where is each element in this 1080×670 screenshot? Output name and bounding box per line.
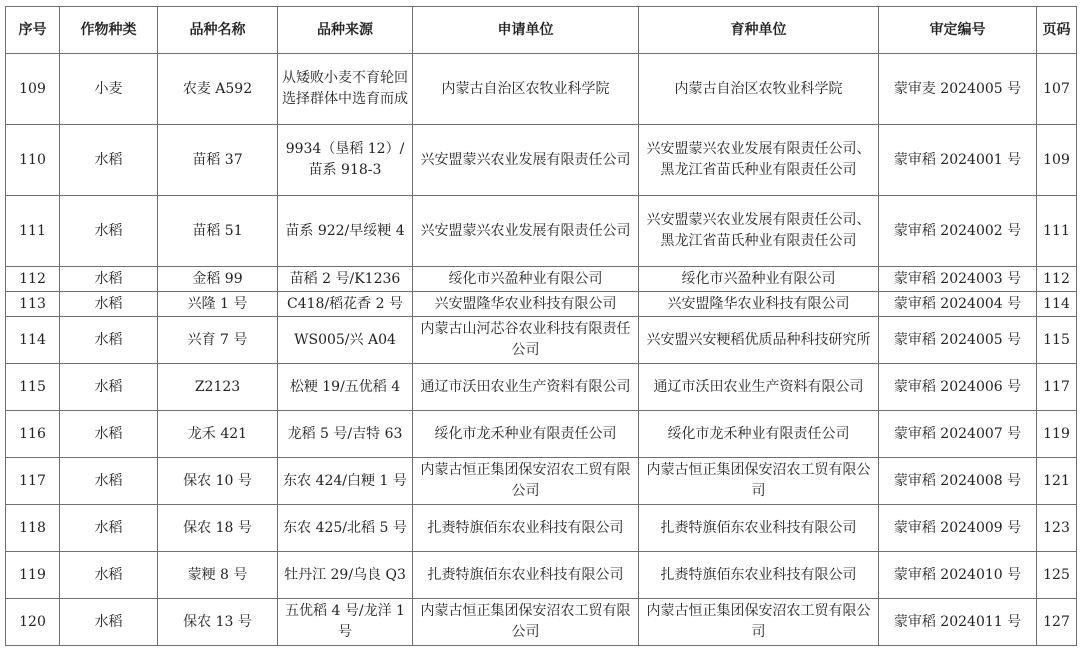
header-row (6, 7, 1077, 54)
cell-page: 112 (1037, 267, 1077, 292)
table-row (6, 599, 1077, 646)
cell-code: 蒙审稻 2024006 号 (879, 364, 1037, 411)
cell-breeder: 绥化市龙禾种业有限责任公司 (639, 411, 879, 458)
variety-approval-table-page (5, 6, 1076, 666)
cell-code: 蒙审稻 2024005 号 (879, 317, 1037, 364)
cell-no: 110 (6, 125, 60, 196)
cell-breeder: 内蒙古恒正集团保安沼农工贸有限公司 (639, 599, 879, 646)
header-breeder: 育种单位 (639, 7, 879, 54)
table-row (6, 411, 1077, 458)
table-row (6, 364, 1077, 411)
cell-applicant: 兴安盟隆华农业科技有限公司 (413, 292, 639, 317)
cell-code: 蒙审稻 2024009 号 (879, 505, 1037, 552)
cell-page: 121 (1037, 458, 1077, 505)
cell-variety: 农麦 A592 (158, 54, 278, 125)
cell-source: 牡丹江 29/乌良 Q3 (278, 552, 413, 599)
cell-applicant: 通辽市沃田农业生产资料有限公司 (413, 364, 639, 411)
cell-applicant: 绥化市龙禾种业有限责任公司 (413, 411, 639, 458)
cell-breeder: 扎赉特旗佰东农业科技有限公司 (639, 505, 879, 552)
cell-code: 蒙审稻 2024001 号 (879, 125, 1037, 196)
cell-crop: 水稻 (60, 196, 158, 267)
cell-source: 东农 425/北稻 5 号 (278, 505, 413, 552)
table-row (6, 317, 1077, 364)
cell-applicant: 内蒙古恒正集团保安沼农工贸有限公司 (413, 458, 639, 505)
cell-variety: 苗稻 37 (158, 125, 278, 196)
cell-variety: 苗稻 51 (158, 196, 278, 267)
cell-page: 123 (1037, 505, 1077, 552)
cell-source: C418/稻花香 2 号 (278, 292, 413, 317)
cell-page: 109 (1037, 125, 1077, 196)
cell-no: 111 (6, 196, 60, 267)
cell-variety: 保农 18 号 (158, 505, 278, 552)
header-applicant: 申请单位 (413, 7, 639, 54)
cell-code: 蒙审麦 2024005 号 (879, 54, 1037, 125)
cell-breeder: 兴安盟隆华农业科技有限公司 (639, 292, 879, 317)
cell-source: 松粳 19/五优稻 4 (278, 364, 413, 411)
cell-crop: 水稻 (60, 599, 158, 646)
cell-source: 苗系 922/早绥粳 4 (278, 196, 413, 267)
cell-page: 119 (1037, 411, 1077, 458)
table-row (6, 458, 1077, 505)
cell-page: 125 (1037, 552, 1077, 599)
table-row (6, 54, 1077, 125)
cell-breeder: 绥化市兴盈种业有限公司 (639, 267, 879, 292)
cell-page: 115 (1037, 317, 1077, 364)
cell-breeder: 内蒙古恒正集团保安沼农工贸有限公司 (639, 458, 879, 505)
cell-breeder: 内蒙古自治区农牧业科学院 (639, 54, 879, 125)
header-page: 页码 (1037, 7, 1077, 54)
cell-applicant: 内蒙古山河芯谷农业科技有限责任公司 (413, 317, 639, 364)
cell-crop: 水稻 (60, 411, 158, 458)
cell-variety: 金稻 99 (158, 267, 278, 292)
cell-applicant: 兴安盟蒙兴农业发展有限责任公司 (413, 125, 639, 196)
cell-page: 117 (1037, 364, 1077, 411)
cell-applicant: 扎赉特旗佰东农业科技有限公司 (413, 505, 639, 552)
cell-no: 117 (6, 458, 60, 505)
header-source: 品种来源 (278, 7, 413, 54)
cell-applicant: 兴安盟蒙兴农业发展有限责任公司 (413, 196, 639, 267)
cell-crop: 水稻 (60, 458, 158, 505)
cell-applicant: 内蒙古恒正集团保安沼农工贸有限公司 (413, 599, 639, 646)
cell-no: 119 (6, 552, 60, 599)
cell-code: 蒙审稻 2024011 号 (879, 599, 1037, 646)
cell-crop: 水稻 (60, 364, 158, 411)
cell-applicant: 扎赉特旗佰东农业科技有限公司 (413, 552, 639, 599)
header-crop: 作物种类 (60, 7, 158, 54)
cell-applicant: 内蒙古自治区农牧业科学院 (413, 54, 639, 125)
cell-page: 107 (1037, 54, 1077, 125)
cell-no: 118 (6, 505, 60, 552)
cell-no: 116 (6, 411, 60, 458)
header-code: 审定编号 (879, 7, 1037, 54)
cell-variety: 蒙粳 8 号 (158, 552, 278, 599)
cell-variety: 龙禾 421 (158, 411, 278, 458)
cell-code: 蒙审稻 2024008 号 (879, 458, 1037, 505)
cell-no: 113 (6, 292, 60, 317)
cell-code: 蒙审稻 2024003 号 (879, 267, 1037, 292)
cell-code: 蒙审稻 2024002 号 (879, 196, 1037, 267)
cell-crop: 水稻 (60, 267, 158, 292)
cell-applicant: 绥化市兴盈种业有限公司 (413, 267, 639, 292)
cell-source: WS005/兴 A04 (278, 317, 413, 364)
cell-crop: 水稻 (60, 505, 158, 552)
cell-variety: 保农 10 号 (158, 458, 278, 505)
table-row (6, 505, 1077, 552)
table-row (6, 552, 1077, 599)
table-row (6, 267, 1077, 292)
cell-crop: 水稻 (60, 317, 158, 364)
cell-variety: 兴隆 1 号 (158, 292, 278, 317)
table-row (6, 196, 1077, 267)
cell-code: 蒙审稻 2024004 号 (879, 292, 1037, 317)
cell-source: 龙稻 5 号/吉特 63 (278, 411, 413, 458)
header-variety: 品种名称 (158, 7, 278, 54)
table-row (6, 292, 1077, 317)
cell-crop: 水稻 (60, 292, 158, 317)
cell-no: 115 (6, 364, 60, 411)
cell-crop: 水稻 (60, 125, 158, 196)
cell-page: 111 (1037, 196, 1077, 267)
cell-breeder: 兴安盟蒙兴农业发展有限责任公司、黑龙江省苗氏种业有限责任公司 (639, 125, 879, 196)
cell-breeder: 扎赉特旗佰东农业科技有限公司 (639, 552, 879, 599)
cell-code: 蒙审稻 2024007 号 (879, 411, 1037, 458)
cell-page: 127 (1037, 599, 1077, 646)
cell-crop: 水稻 (60, 552, 158, 599)
cell-variety: 兴育 7 号 (158, 317, 278, 364)
header-no: 序号 (6, 7, 60, 54)
cell-source: 9934（垦稻 12）/苗系 918-3 (278, 125, 413, 196)
cell-crop: 小麦 (60, 54, 158, 125)
cell-no: 109 (6, 54, 60, 125)
cell-breeder: 兴安盟兴安粳稻优质品种科技研究所 (639, 317, 879, 364)
variety-approval-table (5, 6, 1077, 646)
table-row (6, 125, 1077, 196)
cell-no: 120 (6, 599, 60, 646)
cell-breeder: 通辽市沃田农业生产资料有限公司 (639, 364, 879, 411)
cell-code: 蒙审稻 2024010 号 (879, 552, 1037, 599)
cell-page: 114 (1037, 292, 1077, 317)
cell-no: 114 (6, 317, 60, 364)
cell-source: 苗稻 2 号/K1236 (278, 267, 413, 292)
cell-breeder: 兴安盟蒙兴农业发展有限责任公司、黑龙江省苗氏种业有限责任公司 (639, 196, 879, 267)
cell-no: 112 (6, 267, 60, 292)
cell-source: 从矮败小麦不育轮回选择群体中选育而成 (278, 54, 413, 125)
cell-variety: Z2123 (158, 364, 278, 411)
cell-source: 东农 424/白粳 1 号 (278, 458, 413, 505)
cell-source: 五优稻 4 号/龙洋 1 号 (278, 599, 413, 646)
cell-variety: 保农 13 号 (158, 599, 278, 646)
